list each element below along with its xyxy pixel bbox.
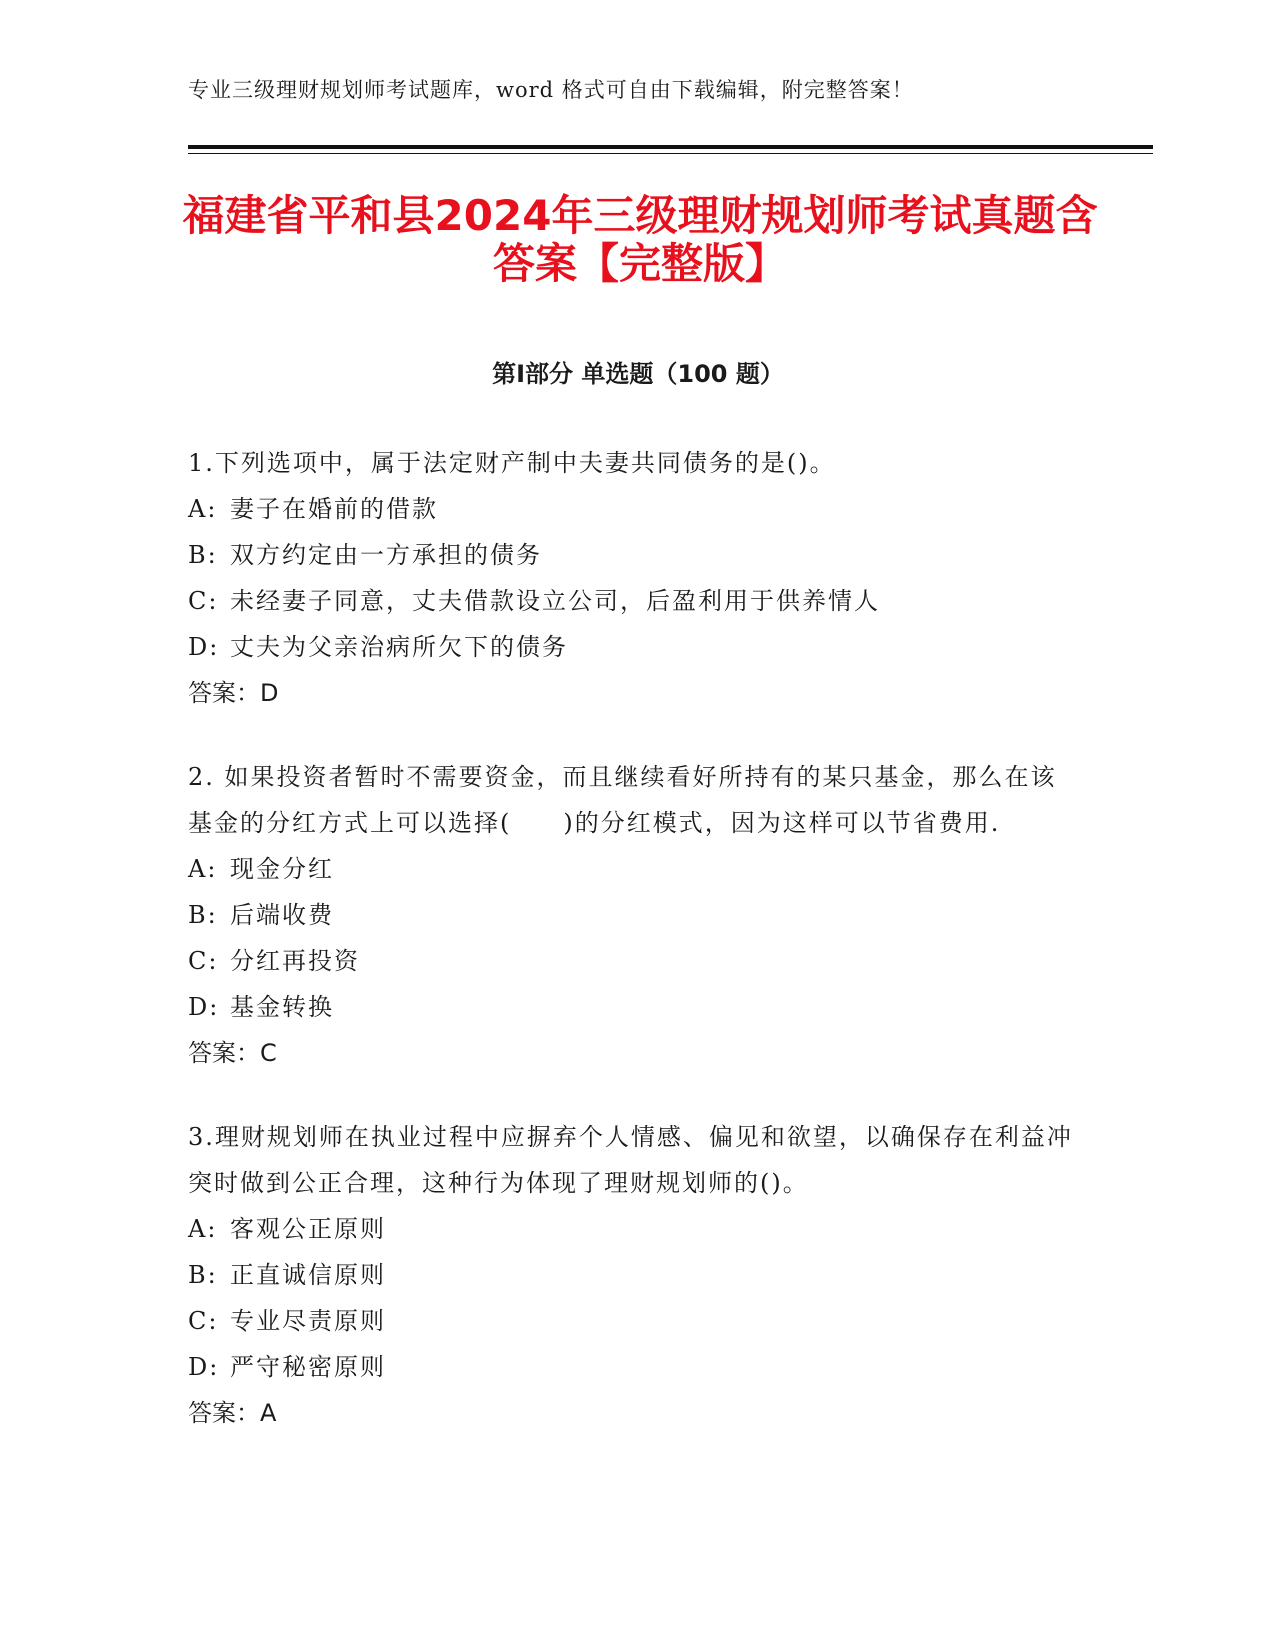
option-key: B:: [188, 541, 218, 569]
option-key: A:: [188, 855, 218, 883]
question-1: [188, 440, 1078, 716]
option-c: [188, 1298, 1078, 1344]
option-c: [188, 938, 1078, 984]
option-key: D:: [188, 1353, 220, 1381]
question-text: 1.下列选项中，属于法定财产制中夫妻共同债务的是()。: [188, 449, 836, 477]
question-text: 3.理财规划师在执业过程中应摒弃个人情感、偏见和欲望，以确保存在利益冲突时做到公正合理，这种行为体现了理财规划师的()。: [188, 1123, 1073, 1197]
option-key: A:: [188, 495, 218, 523]
option-d: [188, 624, 1078, 670]
option-text: 客观公正原则: [230, 1215, 386, 1243]
option-a: [188, 1206, 1078, 1252]
header-note: 专业三级理财规划师考试题库，word 格式可自由下载编辑，附完整答案！: [188, 78, 914, 102]
answer-label: 答案：: [188, 1399, 260, 1427]
option-key: D:: [188, 633, 220, 661]
option-a: [188, 846, 1078, 892]
option-text: 分红再投资: [230, 947, 360, 975]
option-text: 未经妻子同意，丈夫借款设立公司，后盈利用于供养情人: [230, 587, 880, 615]
option-text: 后端收费: [230, 901, 334, 929]
question-list: [188, 440, 1078, 1474]
answer-label: 答案：: [188, 1039, 260, 1067]
option-key: B:: [188, 901, 218, 929]
document-title: 福建省平和县2024年三级理财规划师考试真题含答案【完整版】: [182, 191, 1098, 288]
option-key: A:: [188, 1215, 218, 1243]
option-c: [188, 578, 1078, 624]
option-text: 正直诚信原则: [230, 1261, 386, 1289]
option-a: [188, 486, 1078, 532]
question-2: [188, 754, 1078, 1076]
option-b: [188, 892, 1078, 938]
answer-value: D: [260, 679, 279, 707]
option-key: C:: [188, 1307, 219, 1335]
option-key: D:: [188, 993, 220, 1021]
option-d: [188, 1344, 1078, 1390]
answer-value: C: [260, 1039, 277, 1067]
header-rule-thick: [188, 145, 1153, 149]
option-text: 严守秘密原则: [230, 1353, 386, 1381]
answer-value: A: [260, 1399, 277, 1427]
option-key: C:: [188, 587, 219, 615]
question-text: 2. 如果投资者暂时不需要资金，而且继续看好所持有的某只基金，那么在该基金的分红方式上可以选择( )的分红模式，因为这样可以节省费用.: [188, 763, 1057, 837]
option-text: 现金分红: [230, 855, 334, 883]
section-heading: 第Ⅰ部分 单选题（100 题）: [492, 360, 784, 388]
option-d: [188, 984, 1078, 1030]
answer-line: [188, 1390, 1078, 1436]
answer-line: [188, 1030, 1078, 1076]
answer-line: [188, 670, 1078, 716]
option-key: B:: [188, 1261, 218, 1289]
option-text: 双方约定由一方承担的债务: [230, 541, 542, 569]
option-text: 专业尽责原则: [230, 1307, 386, 1335]
question-3: [188, 1114, 1078, 1436]
option-b: [188, 1252, 1078, 1298]
option-key: C:: [188, 947, 219, 975]
option-text: 丈夫为父亲治病所欠下的债务: [230, 633, 568, 661]
option-b: [188, 532, 1078, 578]
answer-label: 答案：: [188, 679, 260, 707]
option-text: 妻子在婚前的借款: [230, 495, 438, 523]
header-rule-thin: [188, 153, 1153, 154]
option-text: 基金转换: [230, 993, 334, 1021]
